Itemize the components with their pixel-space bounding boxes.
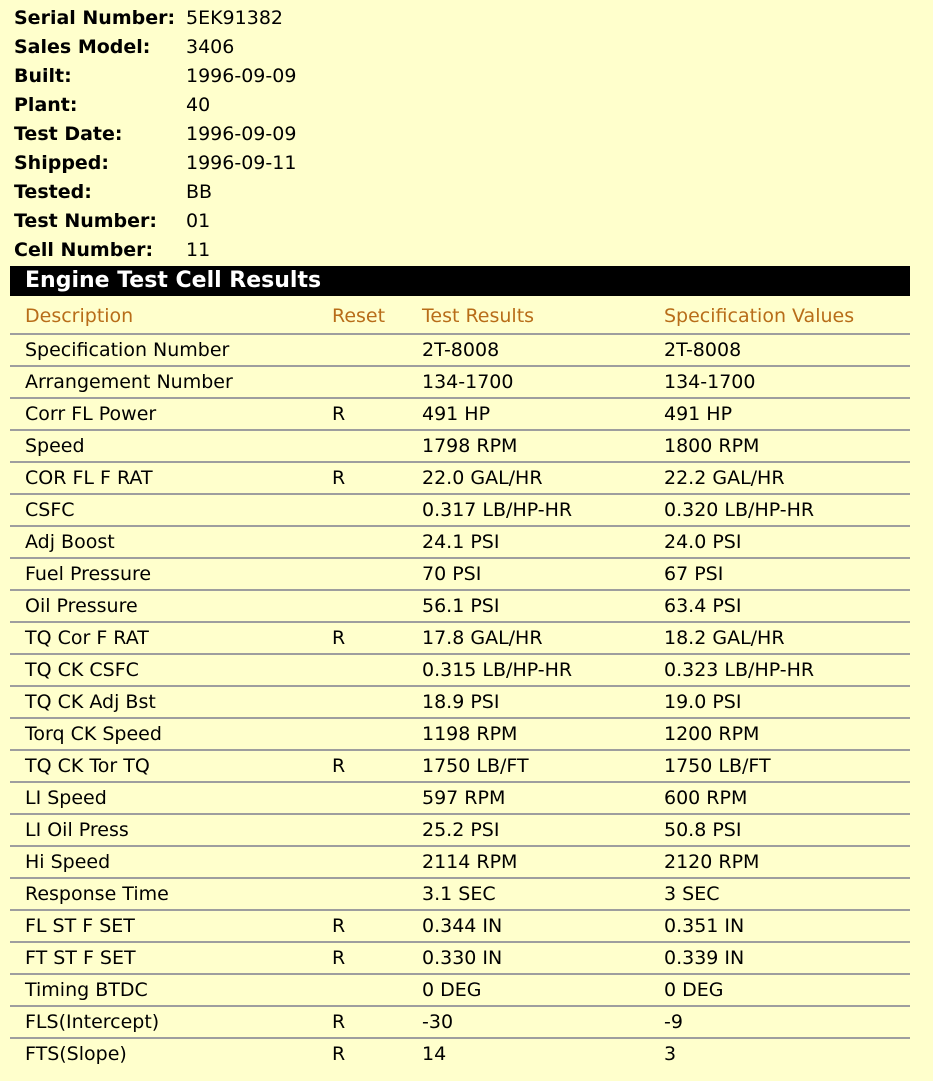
cell-reset [332, 847, 422, 877]
cell-reset [332, 431, 422, 461]
cell-reset: R [332, 947, 346, 969]
cell-spec-value: 0.323 LB/HP-HR [664, 659, 815, 681]
cell-reset [332, 367, 422, 397]
info-row [14, 149, 614, 178]
table-row [10, 1007, 910, 1039]
cell-reset [332, 815, 422, 845]
cell-description: Speed [25, 435, 85, 457]
cell-description: Hi Speed [25, 851, 111, 873]
cell-spec-value: 1750 LB/FT [664, 755, 771, 777]
info-value: 5EK91382 [186, 7, 283, 29]
cell-description: COR FL F RAT [25, 467, 153, 489]
table-row [10, 751, 910, 783]
cell-reset [332, 527, 422, 557]
info-row [14, 4, 614, 33]
cell-reset [332, 975, 422, 1005]
cell-reset: R [332, 467, 346, 489]
results-table [10, 300, 910, 1069]
cell-reset [332, 559, 422, 589]
table-row [10, 911, 910, 943]
header-reset: Reset [332, 305, 386, 327]
cell-test-result: 2T-8008 [422, 339, 500, 361]
table-row [10, 431, 910, 463]
cell-test-result: 491 HP [422, 403, 491, 425]
info-label: Plant: [14, 94, 78, 116]
cell-test-result: 25.2 PSI [422, 819, 500, 841]
cell-test-result: 14 [422, 1043, 447, 1065]
cell-description: Oil Pressure [25, 595, 138, 617]
table-row [10, 559, 910, 591]
table-row [10, 367, 910, 399]
cell-description: LI Oil Press [25, 819, 129, 841]
cell-reset [332, 687, 422, 717]
cell-spec-value: 63.4 PSI [664, 595, 742, 617]
table-row [10, 847, 910, 879]
table-row [10, 719, 910, 751]
table-row [10, 623, 910, 655]
info-row [14, 91, 614, 120]
cell-spec-value: 0.339 IN [664, 947, 745, 969]
cell-spec-value: -9 [664, 1011, 683, 1033]
info-label: Built: [14, 65, 72, 87]
cell-spec-value: 19.0 PSI [664, 691, 742, 713]
cell-spec-value: 24.0 PSI [664, 531, 742, 553]
table-row [10, 783, 910, 815]
cell-description: Timing BTDC [25, 979, 148, 1001]
cell-description: Adj Boost [25, 531, 115, 553]
cell-spec-value: 3 SEC [664, 883, 720, 905]
cell-test-result: 1750 LB/FT [422, 755, 529, 777]
cell-reset: R [332, 915, 346, 937]
cell-description: TQ CK Adj Bst [25, 691, 156, 713]
cell-spec-value: 2T-8008 [664, 339, 742, 361]
table-row [10, 335, 910, 367]
cell-reset: R [332, 1011, 346, 1033]
info-value: BB [186, 181, 213, 203]
cell-test-result: 0.317 LB/HP-HR [422, 499, 573, 521]
info-label: Shipped: [14, 152, 110, 174]
cell-test-result: 2114 RPM [422, 851, 518, 873]
cell-reset [332, 719, 422, 749]
cell-test-result: 70 PSI [422, 563, 482, 585]
cell-spec-value: 1200 RPM [664, 723, 760, 745]
table-row [10, 655, 910, 687]
table-row [10, 495, 910, 527]
table-row [10, 591, 910, 623]
cell-reset: R [332, 755, 346, 777]
cell-spec-value: 0.351 IN [664, 915, 745, 937]
cell-spec-value: 0.320 LB/HP-HR [664, 499, 815, 521]
cell-reset [332, 879, 422, 909]
cell-test-result: 24.1 PSI [422, 531, 500, 553]
table-row [10, 463, 910, 495]
cell-test-result: 3.1 SEC [422, 883, 496, 905]
info-value: 40 [186, 94, 211, 116]
info-value: 1996-09-09 [186, 123, 297, 145]
cell-test-result: 1798 RPM [422, 435, 518, 457]
cell-description: Specification Number [25, 339, 230, 361]
cell-reset [332, 655, 422, 685]
table-row [10, 399, 910, 431]
cell-description: CSFC [25, 499, 75, 521]
cell-spec-value: 0 DEG [664, 979, 724, 1001]
table-body [10, 335, 910, 1069]
cell-spec-value: 134-1700 [664, 371, 756, 393]
header-spec-values: Specification Values [664, 305, 855, 327]
cell-test-result: 18.9 PSI [422, 691, 500, 713]
table-row [10, 879, 910, 911]
cell-description: FL ST F SET [25, 915, 135, 937]
cell-spec-value: 50.8 PSI [664, 819, 742, 841]
cell-test-result: 1198 RPM [422, 723, 518, 745]
info-label: Cell Number: [14, 239, 154, 261]
info-label: Tested: [14, 181, 92, 203]
cell-reset: R [332, 627, 346, 649]
cell-reset [332, 335, 422, 365]
cell-spec-value: 3 [664, 1043, 677, 1065]
info-value: 3406 [186, 36, 235, 58]
cell-test-result: 22.0 GAL/HR [422, 467, 543, 489]
info-value: 01 [186, 210, 211, 232]
cell-description: FLS(Intercept) [25, 1011, 160, 1033]
cell-spec-value: 22.2 GAL/HR [664, 467, 785, 489]
header-description: Description [25, 305, 134, 327]
info-row [14, 178, 614, 207]
cell-description: Response Time [25, 883, 169, 905]
info-row [14, 33, 614, 62]
table-row [10, 527, 910, 559]
info-value: 1996-09-11 [186, 152, 297, 174]
cell-description: Fuel Pressure [25, 563, 152, 585]
info-label: Test Date: [14, 123, 123, 145]
table-row [10, 943, 910, 975]
info-row [14, 236, 614, 265]
cell-reset: R [332, 1043, 346, 1065]
cell-spec-value: 600 RPM [664, 787, 748, 809]
cell-test-result: 56.1 PSI [422, 595, 500, 617]
table-row [10, 1039, 910, 1069]
info-row [14, 120, 614, 149]
cell-description: TQ Cor F RAT [25, 627, 149, 649]
engine-info [14, 4, 614, 265]
info-label: Test Number: [14, 210, 158, 232]
cell-test-result: 134-1700 [422, 371, 514, 393]
cell-test-result: 597 RPM [422, 787, 506, 809]
cell-description: TQ CK CSFC [25, 659, 139, 681]
cell-reset [332, 591, 422, 621]
table-header-row [10, 300, 910, 335]
info-row [14, 207, 614, 236]
info-label: Sales Model: [14, 36, 151, 58]
cell-test-result: -30 [422, 1011, 454, 1033]
cell-reset [332, 783, 422, 813]
info-value: 1996-09-09 [186, 65, 297, 87]
cell-spec-value: 2120 RPM [664, 851, 760, 873]
cell-description: TQ CK Tor TQ [25, 755, 150, 777]
section-title: Engine Test Cell Results [10, 266, 910, 296]
cell-test-result: 0.315 LB/HP-HR [422, 659, 573, 681]
cell-test-result: 0.330 IN [422, 947, 503, 969]
cell-reset [332, 495, 422, 525]
cell-spec-value: 1800 RPM [664, 435, 760, 457]
cell-spec-value: 67 PSI [664, 563, 724, 585]
table-row [10, 975, 910, 1007]
cell-reset: R [332, 403, 346, 425]
cell-test-result: 0.344 IN [422, 915, 503, 937]
table-row [10, 687, 910, 719]
info-value: 11 [186, 239, 211, 261]
info-label: Serial Number: [14, 7, 176, 29]
cell-description: Torq CK Speed [25, 723, 162, 745]
cell-test-result: 17.8 GAL/HR [422, 627, 543, 649]
cell-description: LI Speed [25, 787, 107, 809]
cell-spec-value: 18.2 GAL/HR [664, 627, 785, 649]
cell-test-result: 0 DEG [422, 979, 482, 1001]
header-test-results: Test Results [422, 305, 535, 327]
cell-description: Arrangement Number [25, 371, 233, 393]
info-row [14, 62, 614, 91]
cell-description: FT ST F SET [25, 947, 136, 969]
cell-description: FTS(Slope) [25, 1043, 127, 1065]
table-row [10, 815, 910, 847]
cell-spec-value: 491 HP [664, 403, 733, 425]
cell-description: Corr FL Power [25, 403, 157, 425]
